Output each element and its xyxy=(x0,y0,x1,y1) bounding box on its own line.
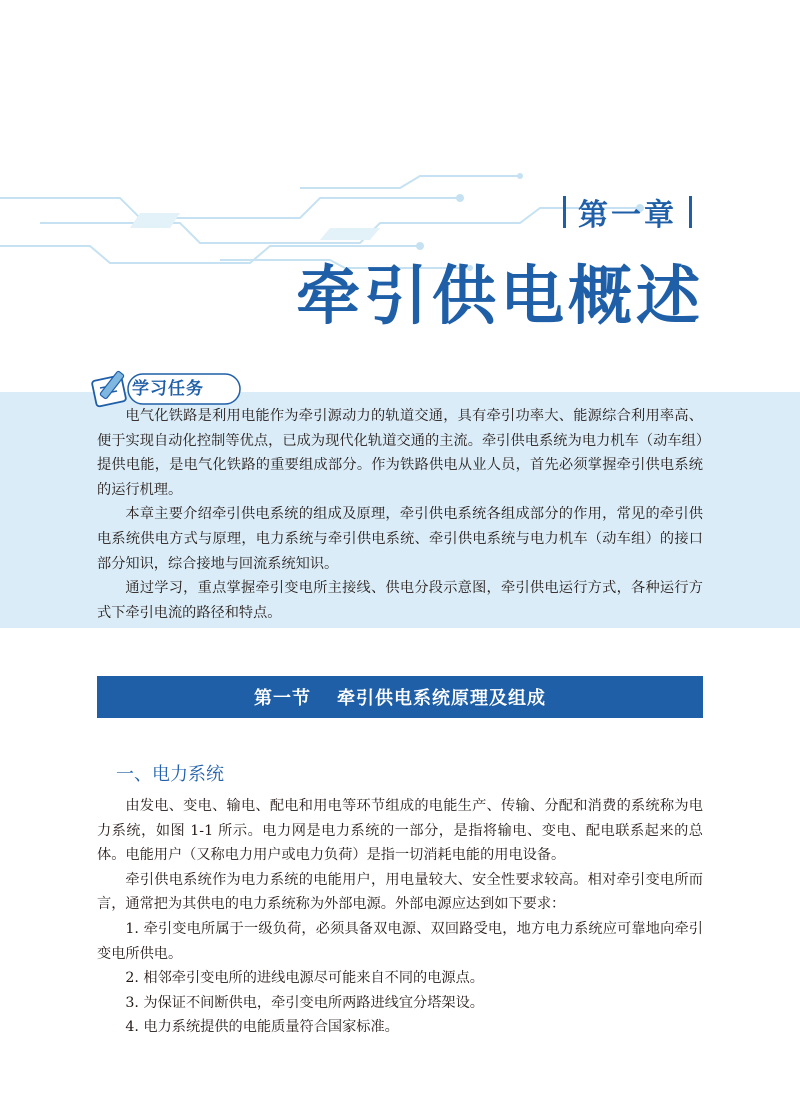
task-paragraph: 本章主要介绍牵引供电系统的组成及原理，牵引供电系统各组成部分的作用，常见的牵引供电系统供电方式与原理，电力系统与牵引供电系统、牵引供电系统与电力机车（动车组）的接口部分知识，综合接地与回流系统知识。 xyxy=(97,506,703,572)
section-title: 牵引供电系统原理及组成 xyxy=(337,688,546,709)
chapter-label xyxy=(551,190,704,234)
requirement-item: 1. 牵引变电所属于一级负荷，必须具备双电源、双回路受电，地方电力系统应可靠地向牵引变电所供电。 xyxy=(97,920,703,962)
requirement-item: 3. 为保证不间断供电，牵引变电所两路进线宜分塔架设。 xyxy=(125,994,484,1011)
learning-task-text xyxy=(97,404,703,625)
section-heading-bar xyxy=(97,676,703,718)
body-paragraph: 牵引供电系统作为电力系统的电能用户，用电量较大、安全性要求较高。相对牵引变电所而言，通常把为其供电的电力系统称为外部电源。外部电源应达到如下要求： xyxy=(97,871,703,913)
learning-task-label: 学习任务 xyxy=(132,379,204,399)
requirement-item: 4. 电力系统提供的电能质量符合国家标准。 xyxy=(125,1019,399,1036)
chapter-label-left-bar xyxy=(563,196,566,228)
chapter-title: 牵引供电概述 xyxy=(296,260,704,334)
body-text xyxy=(97,794,703,1040)
task-paragraph: 通过学习，重点掌握牵引变电所主接线、供电分段示意图，牵引供电运行方式，各种运行方式下牵引电流的路径和特点。 xyxy=(97,580,703,621)
section-number: 第一节 xyxy=(254,688,311,709)
requirement-item: 2. 相邻牵引变电所的进线电源尽可能来自不同的电源点。 xyxy=(125,970,484,987)
pencil-note-icon xyxy=(92,371,127,407)
chapter-label-text: 第一章 xyxy=(578,198,677,233)
body-paragraph: 由发电、变电、输电、配电和用电等环节组成的电能生产、传输、分配和消费的系统称为电力系统，如图 1-1 所示。电力网是电力系统的一部分，是指将输电、变电、配电联系起来的总体。电能用户（又称电力用户或电力负荷）是指一切消耗电能的用电设备。 xyxy=(97,798,703,864)
chapter-label-right-bar xyxy=(689,196,692,228)
subsection-heading: 一、电力系统 xyxy=(116,764,224,785)
task-paragraph: 电气化铁路是利用电能作为牵引源动力的轨道交通，具有牵引功率大、能源综合利用率高、便于实现自动化控制等优点，已成为现代化轨道交通的主流。牵引供电系统为电力机车（动车组）提供电能，是电气化铁路的重要组成部分。作为铁路供电从业人员，首先必须掌握牵引供电系统的运行机理。 xyxy=(97,408,703,498)
